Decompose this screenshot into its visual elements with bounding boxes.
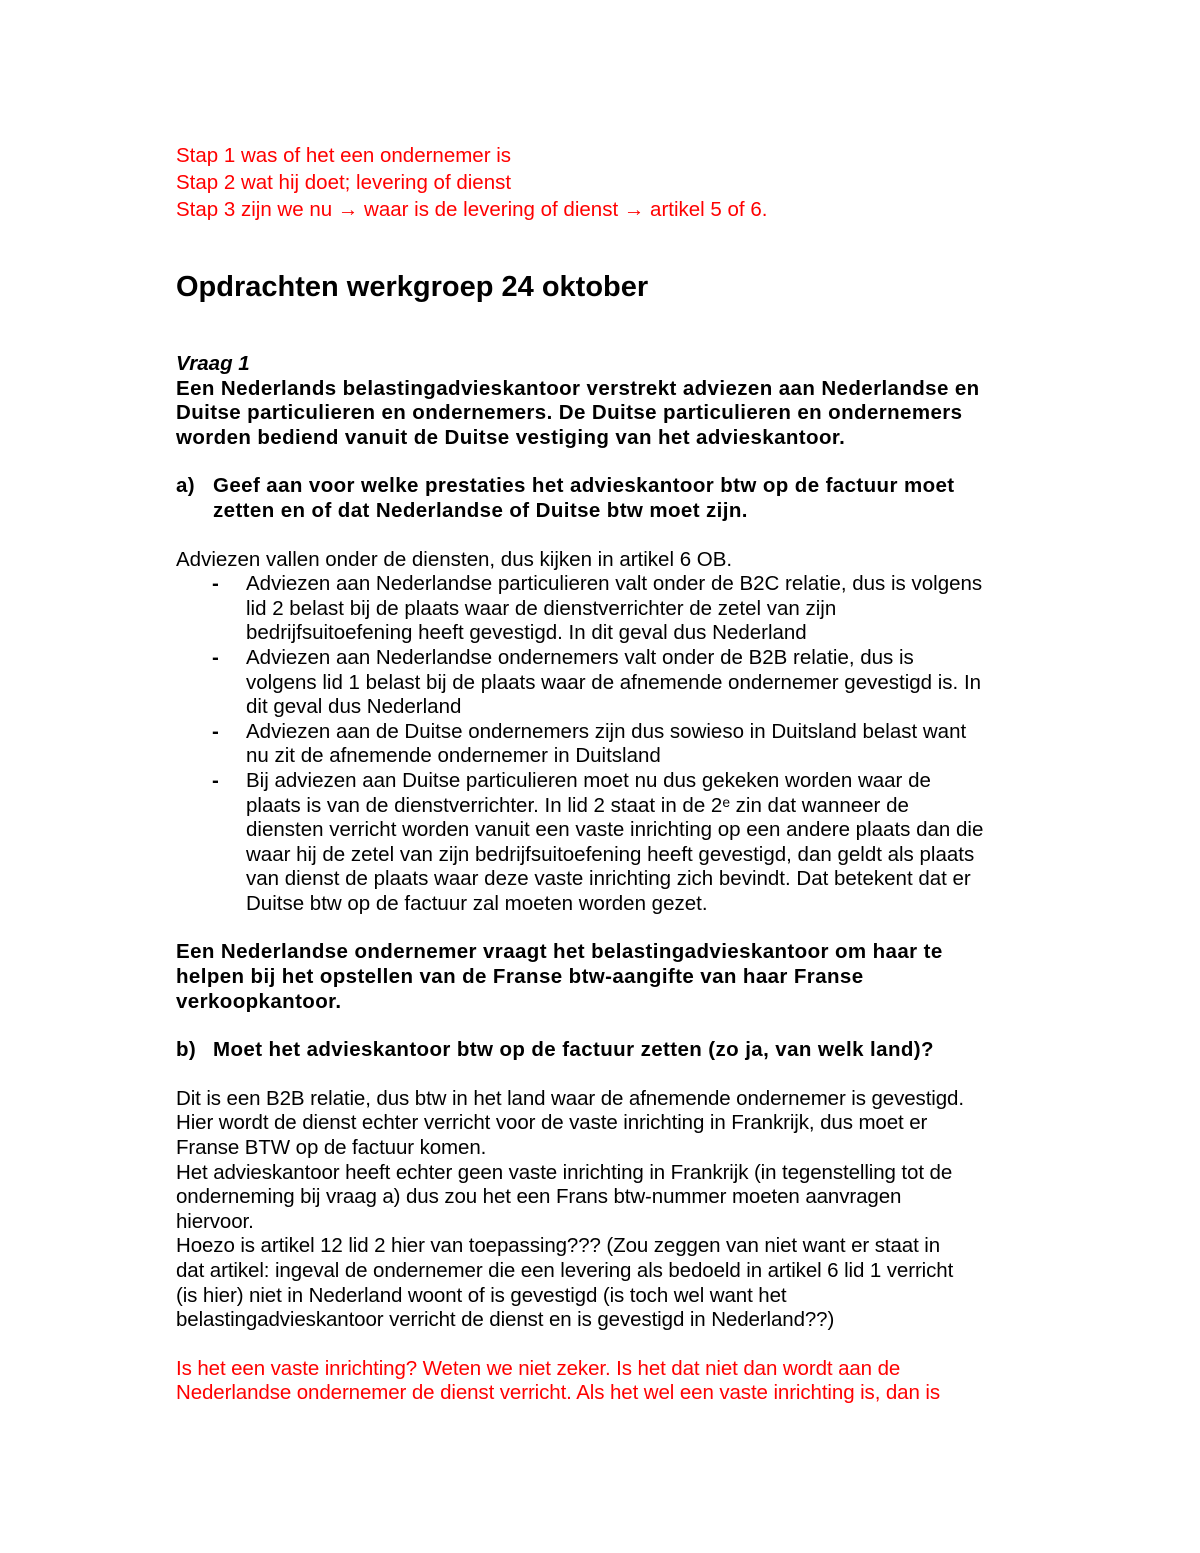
answer-line: hiervoor. [176, 1209, 254, 1233]
bullet-line: plaats is van de dienstverrichter. In lid 2 staat in de 2ᵉ zin dat wanneer de [246, 793, 909, 817]
answer-line: Het advieskantoor heeft echter geen vaste inrichting in Frankrijk (in tegenstelling tot de [176, 1160, 953, 1184]
answer-b-annotation [176, 1357, 1036, 1406]
answer-line: dat artikel: ingeval de ondernemer die een levering als bedoeld in artikel 6 lid 1 verricht [176, 1259, 954, 1282]
intro-step-1: Stap 1 was of het een ondernemer is [176, 144, 512, 167]
intro-step-3 [176, 196, 1036, 223]
question-line: Geef aan voor welke prestaties het advieskantoor btw op de factuur moet [213, 474, 955, 498]
bullet-line: Duitse btw op de factuur zal moeten worden gezet. [246, 891, 708, 915]
question-b-marker: b) [176, 1038, 197, 1062]
annotation-line: Nederlandse ondernemer de dienst verricht. Als het wel een vaste inrichting is, dan is [176, 1381, 940, 1405]
case-line: Een Nederlands belastingadvieskantoor verstrekt adviezen aan Nederlandse en [176, 376, 980, 400]
case-description-b [176, 940, 1036, 1014]
bullet-line: bedrijfsuitoefening heeft gevestigd. In dit geval dus Nederland [246, 621, 807, 645]
bullet-dash: - [212, 719, 219, 743]
answer-line: Hier wordt de dienst echter verricht voor de vaste inrichting in Frankrijk, dus moet er [176, 1111, 928, 1135]
answer-line: Franse BTW op de factuur komen. [176, 1136, 487, 1160]
answer-a-bullets [176, 572, 1036, 916]
answer-a [176, 548, 1036, 917]
bullet-line: Adviezen aan de Duitse ondernemers zijn dus sowieso in Duitsland belast want [246, 719, 967, 743]
bullet-dash: - [212, 768, 219, 792]
arrow-icon: → [623, 198, 645, 221]
bullet-line: nu zit de afnemende ondernemer in Duitsland [246, 744, 661, 768]
bullet-line: lid 2 belast bij de plaats waar de dienstverrichter de zetel van zijn [246, 596, 837, 620]
bullet-line: waar hij de zetel van zijn bedrijfsuitoefening heeft gevestigd, dan geldt als plaats [246, 842, 975, 866]
answer-b [176, 1087, 1036, 1333]
case-description-a [176, 377, 1036, 451]
list-item [176, 720, 1036, 769]
step3-text-c: artikel 5 of 6. [650, 198, 768, 221]
annotation-line: Is het een vaste inrichting? Weten we niet zeker. Is het dat niet dan wordt aan de [176, 1356, 901, 1380]
answer-line: Hoezo is artikel 12 lid 2 hier van toepassing??? (Zou zeggen van niet want er staat in [176, 1234, 941, 1258]
bullet-line: van dienst de plaats waar deze vaste inrichting zich bevindt. Dat betekent dat er [246, 867, 971, 891]
case-line: Duitse particulieren en ondernemers. De Duitse particulieren en ondernemers [176, 401, 963, 425]
answer-a-intro: Adviezen vallen onder de diensten, dus kijken in artikel 6 OB. [176, 547, 733, 571]
bullet-line: Adviezen aan Nederlandse particulieren valt onder de B2C relatie, dus is volgens [246, 572, 983, 596]
question-b [176, 1038, 1036, 1063]
list-item [176, 769, 1036, 917]
bullet-line: Adviezen aan Nederlandse ondernemers valt onder de B2B relatie, dus is [246, 645, 914, 669]
vraag-label: Vraag 1 [176, 352, 250, 375]
question-a-marker: a) [176, 474, 196, 498]
question-line: Moet het advieskantoor btw op de factuur zetten (zo ja, van welk land)? [213, 1038, 934, 1062]
bullet-line: dit geval dus Nederland [246, 695, 462, 719]
step3-text-a: Stap 3 zijn we nu [176, 198, 333, 221]
bullet-dash: - [212, 645, 219, 669]
intro-step-2: Stap 2 wat hij doet; levering of dienst [176, 171, 512, 194]
case-line: helpen bij het opstellen van de Franse btw-aangifte van haar Franse [176, 965, 864, 989]
page-title: Opdrachten werkgroep 24 oktober [176, 271, 649, 303]
answer-line: belastingadvieskantoor verricht de dienst en is gevestigd in Nederland??) [176, 1308, 835, 1332]
step3-text-b: waar is de levering of dienst [364, 198, 619, 221]
bullet-line: volgens lid 1 belast bij de plaats waar de afnemende ondernemer gevestigd is. In [246, 670, 982, 694]
bullet-dash: - [212, 572, 219, 596]
answer-line: onderneming bij vraag a) dus zou het een Frans btw-nummer moeten aanvragen [176, 1185, 902, 1209]
question-line: zetten en of dat Nederlandse of Duitse btw moet zijn. [213, 498, 748, 522]
bullet-line: Bij adviezen aan Duitse particulieren moet nu dus gekeken worden waar de [246, 768, 931, 792]
answer-line: Dit is een B2B relatie, dus btw in het land waar de afnemende ondernemer is gevestigd. [176, 1086, 964, 1110]
intro-notes [176, 142, 1036, 223]
bullet-line: diensten verricht worden vanuit een vaste inrichting op een andere plaats dan die [246, 818, 984, 842]
case-line: Een Nederlandse ondernemer vraagt het belastingadvieskantoor om haar te [176, 940, 943, 964]
question-a [176, 474, 1036, 523]
case-line: verkoopkantoor. [176, 989, 342, 1013]
document-page [176, 142, 1036, 1406]
list-item [176, 572, 1036, 646]
answer-line: (is hier) niet in Nederland woont of is gevestigd (is toch wel want het [176, 1283, 787, 1307]
case-line: worden bediend vanuit de Duitse vestiging van het advieskantoor. [176, 425, 846, 449]
list-item [176, 646, 1036, 720]
arrow-icon: → [337, 198, 359, 221]
